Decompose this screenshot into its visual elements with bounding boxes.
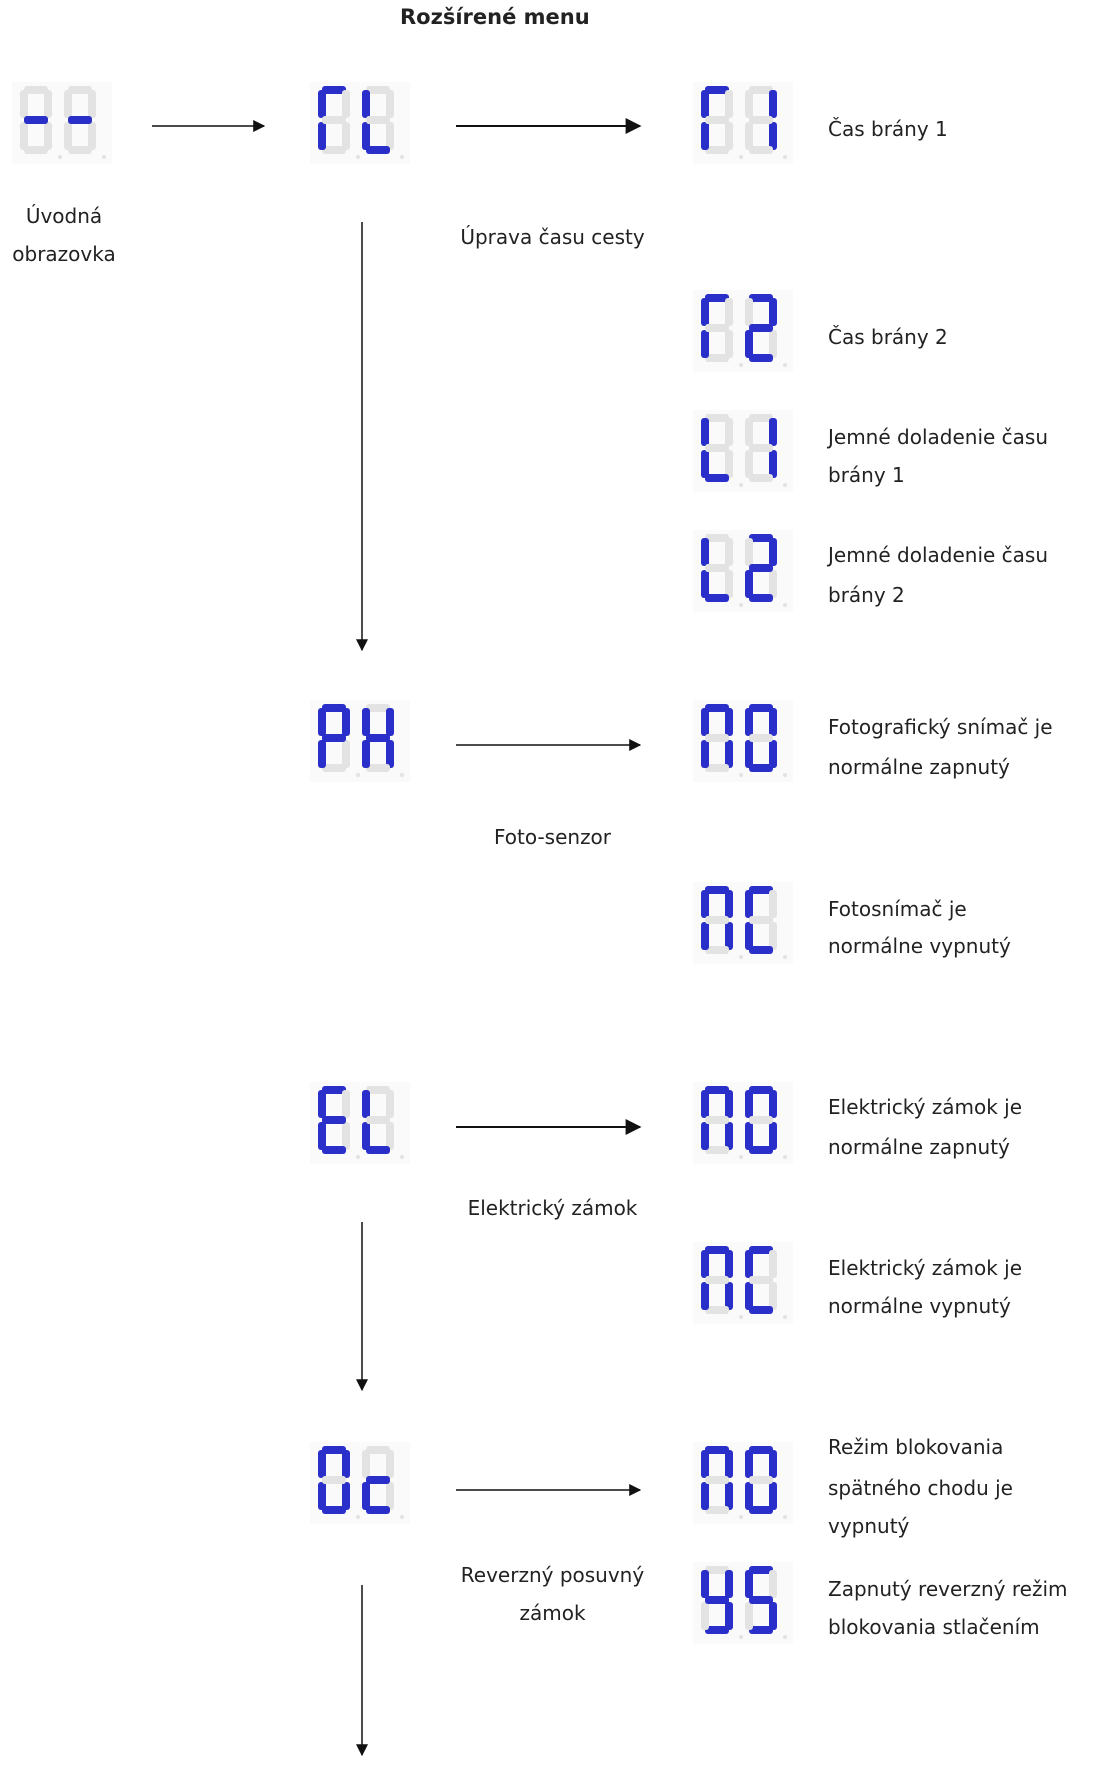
diagram-title: Rozšírené menu [400,5,590,29]
menu-label-EL: Elektrický zámok [467,1196,638,1220]
option-label-r1: Čas brány 1 [828,117,948,141]
option-label-L2-line2: brány 2 [828,583,905,607]
option-label-L1-line2: brány 1 [828,463,905,487]
start-label-line2: obrazovka [12,242,116,266]
option-label-Oc-nO-line3: vypnutý [828,1514,910,1538]
menu-label-Oc-line2: zámok [519,1601,586,1625]
option-label-EL-nO-line1: Elektrický zámok je [828,1095,1023,1119]
option-label-PH-nO-line1: Fotografický snímač je [828,715,1053,739]
option-label-Oc-YS-line1: Zapnutý reverzný režim [828,1577,1068,1601]
menu-label-rL: Úprava času cesty [460,225,645,249]
start-label-line1: Úvodná [25,204,103,228]
option-label-EL-nC-line2: normálne vypnutý [828,1294,1011,1318]
option-label-EL-nC-line1: Elektrický zámok je [828,1256,1023,1280]
option-label-PH-nC-line1: Fotosnímač je [828,897,967,921]
option-label-r2: Čas brány 2 [828,325,948,349]
option-label-Oc-nO-line2: spätného chodu je [828,1476,1013,1500]
menu-label-PH: Foto-senzor [493,825,612,849]
menu-label-Oc-line1: Reverzný posuvný [460,1563,645,1587]
option-label-Oc-nO-line1: Režim blokovania [828,1435,1004,1459]
option-label-L2-line1: Jemné doladenie času [828,543,1049,567]
option-label-PH-nC-line2: normálne vypnutý [828,934,1011,958]
option-label-L1-line1: Jemné doladenie času [828,425,1049,449]
option-label-Oc-YS-line2: blokovania stlačením [828,1615,1040,1639]
option-label-PH-nO-line2: normálne zapnutý [828,755,1010,779]
option-label-EL-nO-line2: normálne zapnutý [828,1135,1010,1159]
